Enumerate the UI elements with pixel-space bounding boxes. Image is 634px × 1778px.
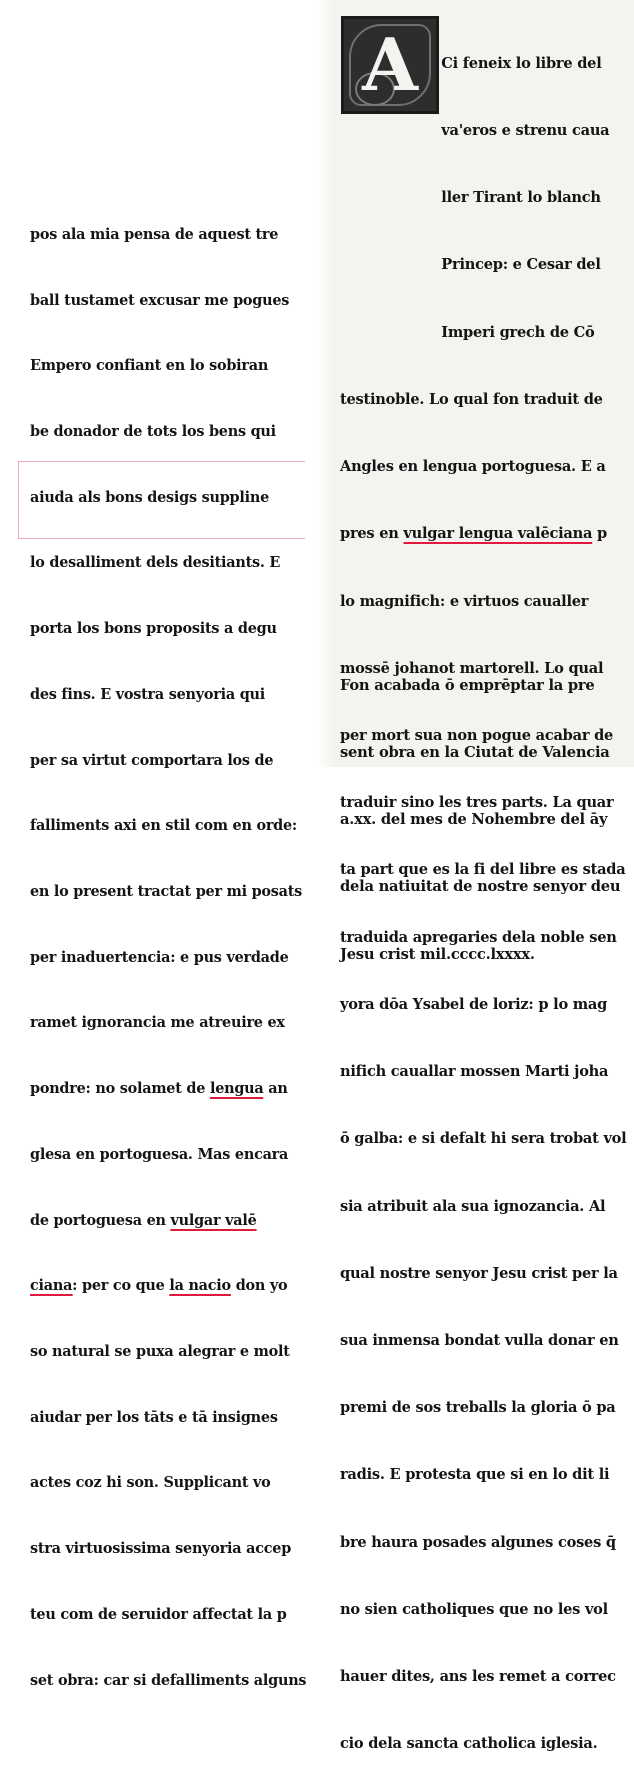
colophon-line: a.xx. del mes de Nohembre del āy [340,811,608,829]
left-line-highlighted [30,1210,306,1232]
right-line: lo magnifich: e virtuos caualler [340,592,589,610]
right-line: ta part que es la fi del libre es stada [340,861,626,879]
right-line: per mort sua non pogue acabar de [340,727,614,744]
left-line: Empero confiant en lo sobiran [30,356,269,375]
plain-text: p [592,525,607,543]
right-line: Princep: e Cesar del [441,256,601,274]
left-line: ball tustamet excusar me pogues [30,290,290,309]
left-line: glesa en portoguesa. Mas encara [30,1144,289,1163]
right-line: qual nostre senyor Jesu crist per la [340,1264,618,1282]
right-line: no sien catholiques que no les vol [340,1600,608,1618]
left-line: des fins. E vostra senyoria qui [30,684,266,703]
right-line: ō galba: e si defalt hi sera trobat vol [340,1130,627,1148]
left-line: ramet ignorancia me atreuire ex [30,1013,285,1032]
left-line: actes coz hi son. Supplicant vo [30,1473,271,1492]
plain-text: pondre: no solamet de [30,1079,210,1098]
colophon-line: Fon acabada ō emprēptar la pre [340,676,595,694]
left-line: per sa virtut comportara los de [30,750,274,769]
left-line: lo desalliment dels desitiants. E [30,553,281,572]
plain-text: an [263,1079,288,1098]
left-line: aiudar per los tāts e tā insignes [30,1407,278,1426]
right-line: sua inmensa bondat vulla donar en [340,1331,619,1349]
underlined-word-lengua: lengua [209,1079,264,1098]
colophon [340,630,620,989]
colophon-line: dela natiuitat de nostre senyor deu [340,878,621,896]
left-line: so natural se puxa alegrar e molt [30,1342,290,1361]
underlined-phrase-vulgar-lengua-valenciana: vulgar lengua valēciana [403,525,593,543]
right-line: sia atribuit ala sua ignozancia. Al [340,1197,606,1215]
underlined-phrase-la-nacio: la nacio [169,1276,231,1295]
initial-glyph: A [362,22,418,107]
left-line: be donador de tots los bens qui [30,421,276,440]
underlined-phrase-ciana: ciana [30,1276,73,1295]
right-line: premi de sos treballs la gloria ō pa [340,1399,616,1417]
left-line: per inaduertencia: e pus verdade [30,947,289,966]
right-line: ller Tirant lo blanch [441,189,601,207]
right-line: traduir sino les tres parts. La quar [340,794,614,812]
left-line-highlighted [30,1275,306,1297]
right-line: radis. E protesta que si en lo dit li [340,1466,610,1484]
right-line: hauer dites, ans les remet a correc [340,1668,616,1686]
right-line: nifich cauallar mossen Marti joha [340,1063,609,1081]
plain-text: : per co que [72,1276,170,1295]
right-line: yora dōa Ysabel de loriz: p lo mag [340,995,608,1013]
left-line: falliments axi en stil com en orde: [30,816,298,835]
left-line: pos ala mia pensa de aquest tre [30,224,279,243]
right-line: Imperi grech de Cō [441,323,595,341]
right-line: Ci feneix lo libre del [441,54,602,72]
right-line: mossē johanot martorell. Lo qual [340,659,604,677]
left-line: stra virtuosissima senyoria accep [30,1539,292,1558]
page-gutter [318,0,332,767]
underlined-phrase-vulgar-valenciana: vulgar valē [170,1210,257,1229]
plain-text: pres en [340,525,404,543]
right-line: bre haura posades algunes coses q̄ [340,1533,616,1551]
right-line: traduida apregaries dela noble sen [340,928,617,946]
left-line: porta los bons proposits a degu [30,619,277,638]
colophon-line: sent obra en la Ciutat de Valencia [340,744,610,762]
plain-text: de portoguesa en [30,1210,171,1229]
plain-text: don yo [230,1276,288,1295]
right-line: Angles en lengua portoguesa. E a [340,458,606,476]
right-line: cio dela sancta catholica iglesia. [340,1735,598,1753]
right-line: va'eros e strenu caua [441,122,610,140]
right-line: testinoble. Lo qual fon traduit de [340,390,603,408]
left-line: en lo present tractat per mi posats [30,882,303,900]
left-line: set obra: car si defalliments alguns [30,1670,307,1689]
left-line: teu com de seruidor affectat la p [30,1604,287,1623]
right-line-highlighted [340,523,626,545]
colophon-line: Jesu crist mil.cccc.lxxxx. [340,945,535,963]
left-line-highlighted [30,1078,306,1100]
left-page-text [30,180,306,1713]
left-line: aiuda als bons desigs suppline [30,487,270,506]
